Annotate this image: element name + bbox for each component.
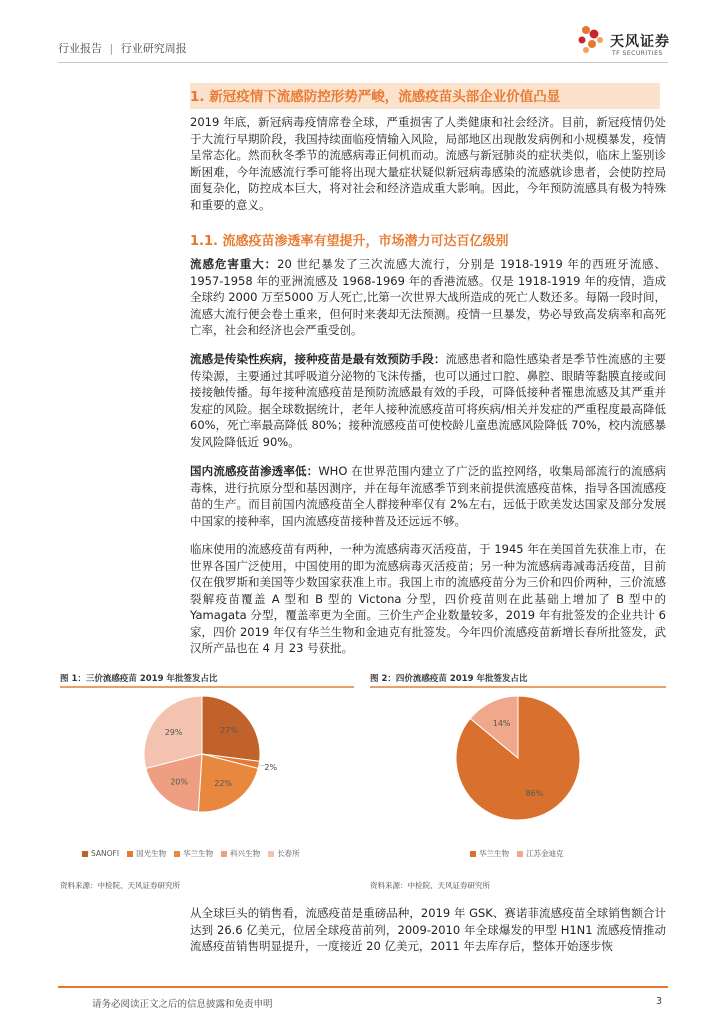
legend-swatch [82, 851, 88, 857]
legend-label: 国光生物 [136, 849, 167, 858]
legend-swatch [517, 851, 523, 857]
figure-1-rule [60, 686, 354, 688]
paragraph-vaccine-types: 临床使用的流感疫苗有两种，一种为流感病毒灭活疫苗，于 1945 年在美国首先获准上市，在世界各国广泛使用，中国使用的即为流感病毒灭活疫苗；另一种为流感病毒减毒活疫苗，目前仅在俄罗斯和美国等少数国家获准上市。我国上市的流感疫苗分为三价和四价两种，三价流感裂解疫苗覆盖 A 型和 B 型的 Victona 分型，四价疫苗则在此基础上增加了 B 型中的 Yamagata 分型，覆盖率更为全面。三价生产企业数量较多，2019 年有批签发的企业共计 6 家，四价 2019 年仅有华兰生物和金迪克有批签发。今年四价流感疫苗新增长春所批签发，武汉所产品也在 4 月 23 号获批。 [190, 542, 666, 655]
legend-label: 科兴生物 [230, 849, 261, 858]
figure-1-title: 图 1：三价流感疫苗 2019 年批签发占比 [60, 674, 218, 684]
pie-2-legend [470, 848, 572, 859]
pie-data-label: 27% [220, 726, 238, 736]
paragraph-global-sales: 从全球巨头的销售看，流感疫苗是重磅品种，2019 年 GSK、赛诺菲流感疫苗全球销售额合计达到 26.6 亿美元，位居全球疫苗前列，2009-2010 年全球爆发的甲型 H1N1 流感疫情推动流感疫苗销售明显提升，一度接近 20 亿美元，2011 年去库存后，整体开始逐步恢 [190, 906, 666, 953]
pie-data-label: 14% [492, 719, 511, 729]
pie-chart-2 [370, 692, 666, 842]
pie-data-label: 22% [214, 779, 233, 789]
legend-item [470, 848, 509, 859]
paragraph-flu-harm [190, 256, 666, 339]
paragraph-lead: 流感危害重大： [190, 257, 278, 271]
paragraph-intro: 2019 年底，新冠病毒疫情席卷全球，严重损害了人类健康和社会经济。目前，新冠疫情仍处于大流行早期阶段，我国持续面临疫情输入风险，局部地区出现散发病例和小规模暴发，疫情呈常态化。然而秋冬季节的流感病毒正伺机而动。流感与新冠肺炎的症状类似，临床上鉴别诊断困难，今年流感流行季可能将出现大量症状疑似新冠病毒感染的流感就诊患者，会使防控局面复杂化，防控成本巨大，将对社会和经济造成重大影响。因此，今年预防流感具有极为特殊和重要的意义。 [190, 115, 666, 212]
paragraph-body: 20 世纪暴发了三次流感大流行，分别是 1918-1919 年的西班牙流感、1957-1958 年的亚洲流感及 1968-1969 年的香港流感。仅是 1918-1919 年的疫情，造成全球约 2000 万至5000 万人死亡,比第一次世界大战所造成的死亡人数还多。每隔一段时间，流感大流行便会卷土重来，但何时来袭却无法预测。疫情一旦暴发，势必导致高发病率和高死亡率，社会和经济也会严重受创。 [190, 257, 667, 337]
legend-item [517, 848, 564, 859]
legend-label: 华兰生物 [183, 849, 214, 858]
brand-name: 天风证券 [610, 34, 670, 50]
header-category: 行业报告 [58, 42, 102, 55]
legend-label: 长春所 [277, 849, 300, 858]
legend-item [268, 848, 300, 859]
brand-sub: TF SECURITIES [612, 50, 663, 57]
legend-item [127, 848, 166, 859]
paragraph-low-penetration [190, 463, 666, 529]
page-number: 3 [656, 996, 663, 1007]
paragraph-body: WHO 在世界范围内建立了广泛的监控网络，收集局部流行的流感病毒株，进行抗原分型和基因测序，并在每年流感季节到来前提供流感疫苗株，指导各国流感疫苗的生产。而目前国内流感疫苗全人群接种率仅有 2%左右，远低于欧美发达国家及部分发展中国家的接种率，国内流感疫苗接种普及还远远不够。 [190, 464, 666, 528]
figure-1-source: 资料来源：中检院、天风证券研究所 [60, 881, 180, 890]
section-heading-1: 1. 新冠疫情下流感防控形势严峻，流感疫苗头部企业价值凸显 [190, 89, 561, 105]
pie-data-label: 29% [164, 727, 183, 737]
pie-data-label: 2% [264, 763, 278, 773]
legend-item [174, 848, 213, 859]
figure-2-source: 资料来源：中检院、天风证券研究所 [370, 881, 490, 890]
paragraph-lead: 流感是传染性疾病，接种疫苗是最有效预防手段： [190, 352, 446, 366]
legend-swatch [268, 851, 274, 857]
legend-item [82, 849, 119, 858]
legend-swatch [174, 851, 180, 857]
figure-2-title: 图 2：四价流感疫苗 2019 年批签发占比 [370, 674, 528, 684]
legend-swatch [127, 851, 133, 857]
figure-2-rule [370, 686, 666, 688]
pie-data-label: 20% [170, 777, 188, 787]
legend-swatch [470, 851, 476, 857]
header-separator: | [109, 42, 114, 55]
pie-data-label: 86% [525, 788, 544, 798]
legend-label: SANOFI [91, 849, 120, 858]
footer-rule [58, 986, 668, 988]
pie-1-legend [82, 848, 308, 859]
header-subcategory: 行业研究周报 [120, 42, 187, 55]
section-heading-1-1: 1.1. 流感疫苗渗透率有望提升，市场潜力可达百亿级别 [190, 234, 509, 249]
legend-label: 华兰生物 [479, 849, 509, 858]
legend-label: 江苏金迪克 [526, 849, 564, 858]
paragraph-lead: 国内流感疫苗渗透率低： [190, 464, 319, 478]
report-header [58, 40, 187, 56]
pie-chart-1 [60, 692, 354, 842]
footer-disclaimer: 请务必阅读正文之后的信息披露和免责申明 [92, 999, 273, 1010]
paragraph-body: 流感患者和隐性感染者是季节性流感的主要传染源，主要通过其呼吸道分泌物的飞沫传播，也可以通过口腔、鼻腔、眼睛等黏膜直接或间接接触传播。每年接种流感疫苗是预防流感最有效的手段，可降低接种者罹患流感及其严重并发症的风险。据全球数据统计，老年人接种流感疫苗可将疾病/相关并发症的严重程度最高降低 60%，死亡率最高降低 80%；接种流感疫苗可使校龄儿童患流感风险降低 70%，校内流感暴发风险降低近 90%。 [190, 352, 667, 449]
legend-item [221, 848, 260, 859]
legend-swatch [221, 851, 227, 857]
paragraph-vaccine-prevention [190, 351, 666, 450]
header-rule [58, 62, 668, 63]
